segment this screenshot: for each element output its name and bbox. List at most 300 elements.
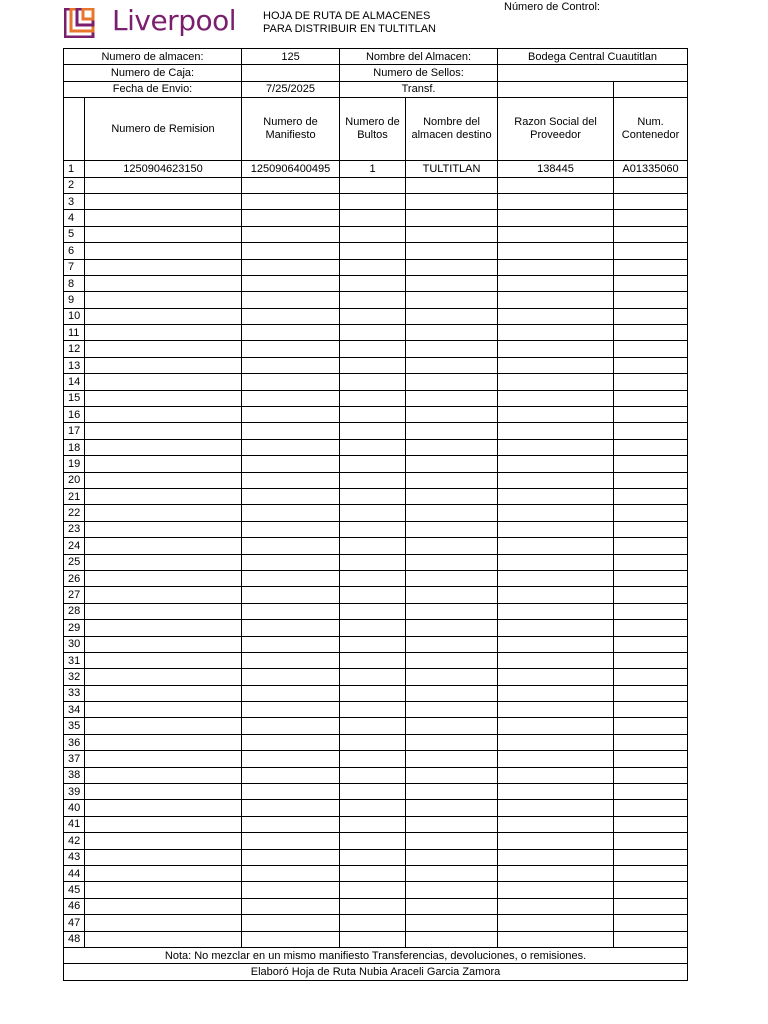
table-row [64,259,688,275]
cell-proveedor [498,816,614,832]
table-row [64,538,688,554]
cell-proveedor [498,800,614,816]
cell-remision [85,472,242,488]
cell-bultos [340,620,406,636]
cell-proveedor [498,931,614,947]
cell-destino [406,374,498,390]
cell-bultos [340,767,406,783]
cell-manifiesto [242,259,340,275]
cell-destino [406,308,498,324]
cell-destino [406,784,498,800]
table-row [64,800,688,816]
cell-contenedor [614,226,688,242]
cell-contenedor [614,177,688,193]
cell-destino [406,292,498,308]
cell-remision [85,226,242,242]
table-row [64,915,688,931]
row-number: 4 [64,210,85,226]
cell-proveedor [498,243,614,259]
cell-manifiesto [242,931,340,947]
elaboro-row [64,964,688,980]
table-row [64,177,688,193]
cell-destino [406,341,498,357]
table-row [64,210,688,226]
info-row-almacen [64,49,688,65]
cell-bultos [340,702,406,718]
cell-proveedor [498,652,614,668]
cell-destino [406,177,498,193]
table-row [64,161,688,177]
nota-row [64,947,688,963]
header-index [64,98,85,161]
cell-bultos [340,849,406,865]
cell-remision [85,833,242,849]
cell-proveedor [498,193,614,209]
table-row [64,456,688,472]
cell-manifiesto [242,407,340,423]
cell-manifiesto [242,488,340,504]
row-number: 31 [64,652,85,668]
table-row [64,390,688,406]
cell-bultos [340,915,406,931]
cell-contenedor [614,849,688,865]
cell-proveedor [498,751,614,767]
footer-elaboro: Elaboró Hoja de Ruta Nubia Araceli Garcia Zamora [64,964,688,980]
logo-wordmark: Liverpool [112,4,237,37]
cell-bultos [340,341,406,357]
cell-manifiesto [242,718,340,734]
cell-manifiesto [242,767,340,783]
cell-destino [406,538,498,554]
row-number: 30 [64,636,85,652]
cell-contenedor [614,800,688,816]
row-number: 2 [64,177,85,193]
cell-bultos [340,734,406,750]
cell-destino [406,505,498,521]
cell-proveedor [498,226,614,242]
cell-proveedor: 138445 [498,161,614,177]
table-row [64,423,688,439]
cell-bultos [340,538,406,554]
cell-contenedor [614,407,688,423]
cell-bultos [340,554,406,570]
document-title [263,10,436,36]
cell-destino [406,488,498,504]
table-row [64,472,688,488]
liverpool-logo [64,4,237,40]
cell-proveedor [498,521,614,537]
table-row [64,439,688,455]
row-number: 17 [64,423,85,439]
row-number: 34 [64,702,85,718]
table-row [64,587,688,603]
cell-contenedor [614,210,688,226]
table-row [64,521,688,537]
cell-remision [85,685,242,701]
cell-proveedor [498,882,614,898]
info-row-caja [64,65,688,81]
cell-proveedor [498,439,614,455]
row-number: 26 [64,570,85,586]
table-row [64,833,688,849]
cell-manifiesto [242,275,340,291]
cell-remision [85,407,242,423]
cell-remision [85,718,242,734]
cell-manifiesto [242,800,340,816]
row-number: 45 [64,882,85,898]
cell-destino [406,816,498,832]
cell-bultos [340,833,406,849]
cell-proveedor [498,734,614,750]
cell-contenedor [614,603,688,619]
cell-remision [85,603,242,619]
cell-destino [406,669,498,685]
cell-manifiesto [242,915,340,931]
cell-destino [406,882,498,898]
cell-manifiesto [242,505,340,521]
info-empty-cell [614,81,688,97]
cell-bultos [340,472,406,488]
table-row [64,243,688,259]
row-number: 3 [64,193,85,209]
row-number: 13 [64,357,85,373]
header-remision: Numero de Remision [85,98,242,161]
cell-manifiesto [242,865,340,881]
cell-bultos [340,407,406,423]
cell-contenedor [614,243,688,259]
cell-destino [406,554,498,570]
cell-destino [406,865,498,881]
cell-destino [406,685,498,701]
cell-manifiesto [242,193,340,209]
cell-manifiesto [242,816,340,832]
cell-remision [85,800,242,816]
cell-destino [406,718,498,734]
cell-destino [406,931,498,947]
cell-destino [406,407,498,423]
cell-manifiesto [242,439,340,455]
cell-remision [85,390,242,406]
cell-proveedor [498,603,614,619]
cell-proveedor [498,865,614,881]
cell-manifiesto [242,784,340,800]
header-manifiesto: Numero de Manifiesto [242,98,340,161]
cell-bultos [340,275,406,291]
control-number-label: Número de Control: [504,1,600,13]
cell-manifiesto [242,456,340,472]
cell-proveedor [498,357,614,373]
table-row [64,292,688,308]
cell-bultos [340,456,406,472]
cell-contenedor [614,570,688,586]
cell-destino [406,702,498,718]
table-row [64,718,688,734]
cell-bultos [340,521,406,537]
cell-bultos [340,800,406,816]
cell-proveedor [498,685,614,701]
cell-proveedor [498,472,614,488]
cell-destino [406,767,498,783]
cell-remision [85,193,242,209]
cell-contenedor [614,456,688,472]
cell-proveedor [498,718,614,734]
cell-manifiesto [242,226,340,242]
row-number: 5 [64,226,85,242]
cell-contenedor [614,488,688,504]
cell-bultos [340,423,406,439]
cell-remision [85,702,242,718]
almacen-value: 125 [242,49,340,65]
cell-destino [406,849,498,865]
cell-proveedor [498,341,614,357]
cell-destino [406,439,498,455]
cell-bultos [340,177,406,193]
cell-remision [85,865,242,881]
cell-contenedor [614,423,688,439]
table-row [64,374,688,390]
row-number: 6 [64,243,85,259]
cell-remision [85,734,242,750]
cell-destino [406,456,498,472]
cell-proveedor [498,505,614,521]
header-bultos: Numero de Bultos [340,98,406,161]
cell-proveedor [498,620,614,636]
row-number: 44 [64,865,85,881]
cell-contenedor: A01335060 [614,161,688,177]
cell-contenedor [614,357,688,373]
cell-bultos [340,226,406,242]
cell-proveedor [498,390,614,406]
cell-contenedor [614,587,688,603]
row-number: 10 [64,308,85,324]
cell-contenedor [614,341,688,357]
almacen-label: Numero de almacen: [64,49,242,65]
nombre-almacen-label: Nombre del Almacen: [340,49,498,65]
cell-bultos [340,784,406,800]
cell-contenedor [614,374,688,390]
cell-bultos [340,587,406,603]
cell-proveedor [498,292,614,308]
table-row [64,341,688,357]
cell-manifiesto [242,243,340,259]
cell-proveedor [498,423,614,439]
sellos-label: Numero de Sellos: [340,65,498,81]
cell-bultos [340,636,406,652]
cell-remision [85,325,242,341]
table-row [64,193,688,209]
cell-manifiesto [242,587,340,603]
cell-remision [85,767,242,783]
cell-proveedor [498,325,614,341]
cell-manifiesto [242,325,340,341]
cell-contenedor [614,538,688,554]
row-number: 1 [64,161,85,177]
cell-contenedor [614,751,688,767]
cell-contenedor [614,439,688,455]
row-number: 22 [64,505,85,521]
table-row [64,603,688,619]
cell-manifiesto [242,177,340,193]
cell-manifiesto [242,603,340,619]
row-number: 37 [64,751,85,767]
cell-proveedor [498,784,614,800]
cell-manifiesto [242,570,340,586]
cell-contenedor [614,259,688,275]
row-number: 29 [64,620,85,636]
table-row [64,275,688,291]
cell-destino [406,423,498,439]
cell-contenedor [614,898,688,914]
cell-remision [85,521,242,537]
cell-remision [85,243,242,259]
header-destino: Nombre del almacen destino [406,98,498,161]
row-number: 36 [64,734,85,750]
cell-remision [85,423,242,439]
table-row [64,882,688,898]
cell-manifiesto [242,898,340,914]
row-number: 48 [64,931,85,947]
cell-proveedor [498,210,614,226]
table-row [64,669,688,685]
cell-remision [85,784,242,800]
cell-destino [406,833,498,849]
table-row [64,784,688,800]
row-number: 33 [64,685,85,701]
cell-manifiesto [242,554,340,570]
cell-remision [85,439,242,455]
cell-bultos [340,439,406,455]
cell-proveedor [498,374,614,390]
cell-remision [85,538,242,554]
cell-bultos [340,931,406,947]
cell-remision [85,292,242,308]
column-header-row [64,98,688,161]
cell-destino [406,210,498,226]
cell-destino [406,357,498,373]
cell-manifiesto [242,669,340,685]
title-line-1: HOJA DE RUTA DE ALMACENES [263,10,431,22]
row-number: 46 [64,898,85,914]
cell-manifiesto [242,308,340,324]
row-number: 39 [64,784,85,800]
row-number: 7 [64,259,85,275]
cell-manifiesto [242,210,340,226]
cell-contenedor [614,620,688,636]
cell-remision [85,488,242,504]
fecha-label: Fecha de Envio: [64,81,242,97]
row-number: 14 [64,374,85,390]
row-number: 28 [64,603,85,619]
cell-bultos [340,210,406,226]
cell-contenedor [614,882,688,898]
cell-destino [406,570,498,586]
cell-manifiesto [242,390,340,406]
row-number: 8 [64,275,85,291]
cell-manifiesto [242,833,340,849]
cell-contenedor [614,685,688,701]
table-row [64,931,688,947]
cell-proveedor [498,702,614,718]
table-row [64,865,688,881]
cell-remision [85,570,242,586]
cell-remision [85,898,242,914]
cell-remision [85,669,242,685]
table-row [64,488,688,504]
cell-destino [406,620,498,636]
cell-proveedor [498,456,614,472]
cell-proveedor [498,849,614,865]
cell-proveedor [498,669,614,685]
info-row-fecha [64,81,688,97]
row-number: 11 [64,325,85,341]
cell-proveedor [498,767,614,783]
row-number: 23 [64,521,85,537]
cell-destino [406,521,498,537]
row-number: 38 [64,767,85,783]
cell-manifiesto [242,685,340,701]
cell-manifiesto [242,652,340,668]
row-number: 16 [64,407,85,423]
cell-contenedor [614,472,688,488]
cell-remision [85,636,242,652]
cell-bultos [340,865,406,881]
cell-contenedor [614,718,688,734]
cell-proveedor [498,177,614,193]
cell-destino [406,734,498,750]
caja-label: Numero de Caja: [64,65,242,81]
cell-destino [406,472,498,488]
cell-proveedor [498,308,614,324]
row-number: 19 [64,456,85,472]
cell-proveedor [498,407,614,423]
cell-destino [406,636,498,652]
fecha-value: 7/25/2025 [242,81,340,97]
table-row [64,767,688,783]
nombre-almacen-value: Bodega Central Cuautitlan [498,49,688,65]
cell-manifiesto [242,472,340,488]
cell-remision [85,554,242,570]
route-sheet-table [63,48,688,981]
cell-remision [85,931,242,947]
cell-contenedor [614,505,688,521]
cell-contenedor [614,193,688,209]
table-row [64,702,688,718]
row-number: 41 [64,816,85,832]
cell-remision [85,308,242,324]
cell-manifiesto [242,751,340,767]
cell-destino [406,275,498,291]
cell-proveedor [498,898,614,914]
cell-remision [85,751,242,767]
cell-proveedor [498,554,614,570]
cell-contenedor [614,390,688,406]
row-number: 35 [64,718,85,734]
row-number: 9 [64,292,85,308]
cell-manifiesto [242,521,340,537]
info-empty-cell [498,81,614,97]
cell-proveedor [498,636,614,652]
cell-remision [85,341,242,357]
cell-contenedor [614,292,688,308]
row-number: 40 [64,800,85,816]
cell-contenedor [614,554,688,570]
cell-remision [85,882,242,898]
table-row [64,325,688,341]
cell-proveedor [498,587,614,603]
cell-bultos [340,243,406,259]
cell-bultos [340,898,406,914]
cell-bultos: 1 [340,161,406,177]
